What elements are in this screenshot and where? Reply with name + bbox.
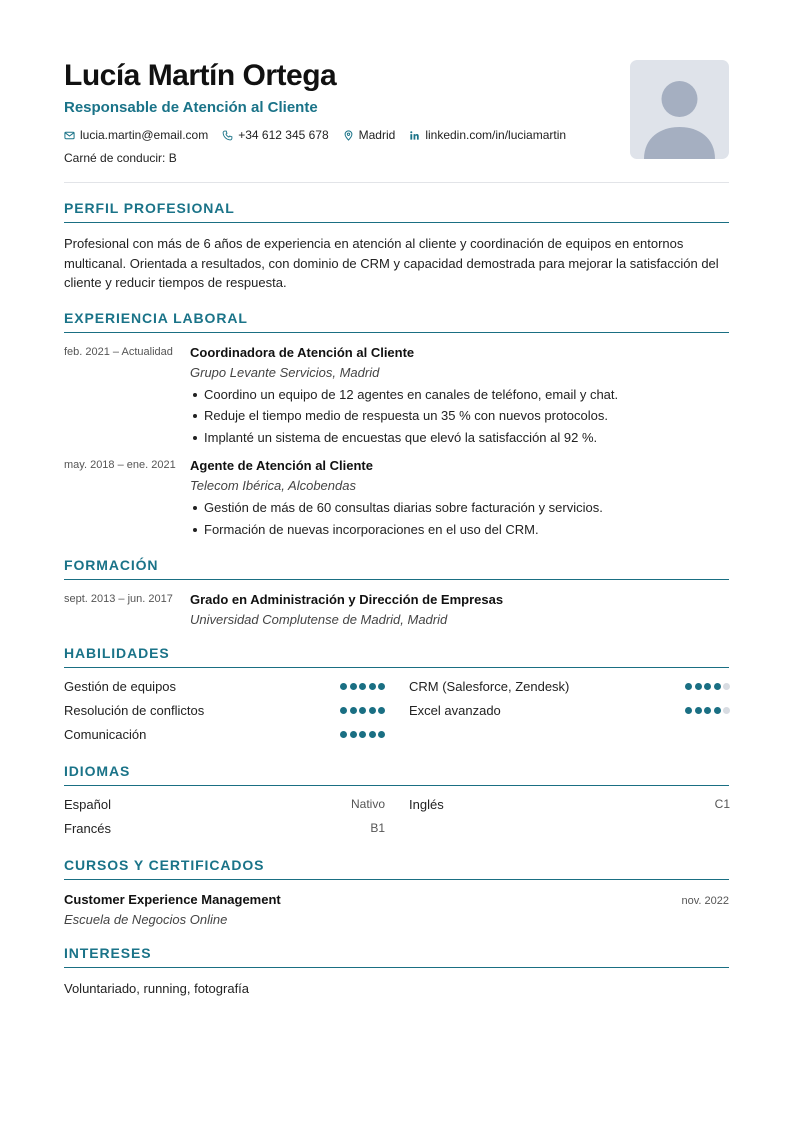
company: Telecom Ibérica, Alcobendas bbox=[190, 478, 356, 493]
language-name: Inglés bbox=[409, 796, 444, 812]
school: Universidad Complutense de Madrid, Madrid bbox=[190, 612, 448, 627]
avatar-placeholder-icon bbox=[630, 60, 729, 159]
skill-rating bbox=[683, 683, 731, 690]
phone-icon bbox=[222, 130, 233, 141]
job-title: Coordinadora de Atención al Cliente bbox=[190, 344, 415, 360]
course-date: nov. 2022 bbox=[681, 895, 729, 907]
list-item: Implanté un sistema de encuestas que elevó la satisfacción al 92 %. bbox=[190, 427, 729, 449]
resume-header bbox=[64, 58, 729, 183]
section-title: FORMACIÓN bbox=[64, 557, 729, 580]
linkedin-text: linkedin.com/in/luciamartin bbox=[425, 128, 567, 142]
language-level: Nativo bbox=[350, 797, 385, 811]
rating-dot-filled bbox=[350, 683, 357, 690]
section-courses bbox=[64, 857, 729, 928]
rating-dot-filled bbox=[369, 707, 376, 714]
entry-date: sept. 2013 – jun. 2017 bbox=[64, 593, 173, 605]
skill-name: Comunicación bbox=[64, 726, 147, 742]
mail-icon bbox=[64, 130, 75, 141]
rating-dot-filled bbox=[340, 707, 347, 714]
location-pin-icon bbox=[343, 130, 354, 141]
skill-row bbox=[64, 698, 385, 722]
rating-dot-filled bbox=[704, 707, 711, 714]
rating-dot-filled bbox=[695, 707, 702, 714]
languages-grid bbox=[64, 792, 729, 840]
rating-dot-filled bbox=[350, 707, 357, 714]
rating-dot-filled bbox=[340, 683, 347, 690]
contact-email[interactable] bbox=[64, 127, 208, 143]
skill-name: Resolución de conflictos bbox=[64, 702, 205, 718]
location-text: Madrid bbox=[358, 128, 396, 142]
rating-dot-filled bbox=[359, 707, 366, 714]
rating-dot-filled bbox=[685, 683, 692, 690]
degree-title: Grado en Administración y Dirección de Empresas bbox=[190, 592, 504, 607]
rating-dot-filled bbox=[378, 707, 385, 714]
skill-rating bbox=[338, 707, 386, 714]
skill-rating bbox=[338, 683, 386, 690]
rating-dot-filled bbox=[714, 683, 721, 690]
rating-dot-filled bbox=[369, 731, 376, 738]
entry-date: feb. 2021 – Actualidad bbox=[64, 345, 173, 358]
section-languages bbox=[64, 763, 729, 840]
section-experience bbox=[64, 310, 729, 541]
section-skills bbox=[64, 645, 729, 746]
rating-dot-filled bbox=[359, 683, 366, 690]
skills-grid bbox=[64, 674, 729, 746]
language-level: B1 bbox=[370, 821, 385, 835]
section-education bbox=[64, 557, 729, 628]
section-title: IDIOMAS bbox=[64, 763, 729, 786]
candidate-name: Lucía Martín Ortega bbox=[64, 59, 337, 92]
language-row bbox=[64, 792, 385, 816]
candidate-role: Responsable de Atención al Cliente bbox=[64, 99, 318, 116]
contact-linkedin[interactable] bbox=[409, 127, 566, 143]
company: Grupo Levante Servicios, Madrid bbox=[190, 364, 380, 380]
experience-entry bbox=[64, 344, 729, 449]
rating-dot-filled bbox=[369, 683, 376, 690]
profile-text: Profesional con más de 6 años de experiencia en atención al cliente y coordinación de equipos en entornos multicanal. Orientada a resultados, con dominio de CRM y capacidad demostrada para mejorar la satisfacción del cliente y reducir tiempos de respuesta. bbox=[64, 236, 719, 290]
job-title: Agente de Atención al Cliente bbox=[190, 458, 373, 473]
section-title: HABILIDADES bbox=[64, 645, 729, 668]
list-item: Formación de nuevas incorporaciones en el uso del CRM. bbox=[190, 519, 729, 541]
course-name: Customer Experience Management bbox=[64, 892, 281, 907]
section-title: INTERESES bbox=[64, 945, 729, 968]
section-title: PERFIL PROFESIONAL bbox=[64, 200, 729, 223]
course-org: Escuela de Negocios Online bbox=[64, 912, 228, 927]
driving-license: Carné de conducir: B bbox=[64, 151, 177, 165]
skill-name: Gestión de equipos bbox=[64, 678, 177, 694]
skill-row bbox=[64, 674, 385, 698]
skill-rating bbox=[683, 707, 731, 714]
section-interests bbox=[64, 945, 729, 999]
interests-text: Voluntariado, running, fotografía bbox=[64, 981, 250, 996]
phone-text: +34 612 345 678 bbox=[238, 128, 329, 142]
experience-entry bbox=[64, 457, 729, 540]
rating-dot-filled bbox=[714, 707, 721, 714]
language-name: Español bbox=[64, 796, 111, 812]
language-row bbox=[409, 792, 730, 816]
profile-photo bbox=[630, 60, 729, 159]
skill-row bbox=[409, 698, 730, 722]
rating-dot-filled bbox=[378, 731, 385, 738]
entry-date: may. 2018 – ene. 2021 bbox=[64, 459, 176, 471]
skill-row bbox=[64, 722, 385, 746]
skill-name: CRM (Salesforce, Zendesk) bbox=[409, 678, 570, 694]
contact-phone[interactable] bbox=[222, 127, 328, 143]
skill-row bbox=[409, 674, 730, 698]
rating-dot-filled bbox=[685, 707, 692, 714]
rating-dot-filled bbox=[340, 731, 347, 738]
list-item: Gestión de más de 60 consultas diarias sobre facturación y servicios. bbox=[190, 497, 729, 519]
skill-name: Excel avanzado bbox=[409, 702, 501, 718]
education-entry bbox=[64, 591, 729, 628]
rating-dot-filled bbox=[350, 731, 357, 738]
skill-rating bbox=[338, 731, 386, 738]
rating-dot-filled bbox=[378, 683, 385, 690]
section-title: EXPERIENCIA LABORAL bbox=[64, 310, 729, 333]
course-entry bbox=[64, 891, 729, 908]
rating-dot-filled bbox=[695, 683, 702, 690]
language-row bbox=[64, 816, 385, 840]
section-profile bbox=[64, 200, 729, 293]
achievements-list bbox=[190, 384, 729, 449]
achievements-list bbox=[190, 497, 729, 540]
rating-dot-filled bbox=[704, 683, 711, 690]
rating-dot-empty bbox=[723, 707, 730, 714]
contact-location bbox=[343, 127, 396, 143]
section-title: CURSOS Y CERTIFICADOS bbox=[64, 857, 729, 880]
language-level: C1 bbox=[714, 797, 730, 811]
language-name: Francés bbox=[64, 820, 111, 836]
linkedin-icon bbox=[409, 130, 420, 141]
list-item: Reduje el tiempo medio de respuesta un 35 % con nuevos protocolos. bbox=[190, 405, 729, 427]
list-item: Coordino un equipo de 12 agentes en canales de teléfono, email y chat. bbox=[190, 384, 729, 406]
rating-dot-empty bbox=[723, 683, 730, 690]
rating-dot-filled bbox=[359, 731, 366, 738]
email-text: lucia.martin@email.com bbox=[80, 128, 209, 142]
